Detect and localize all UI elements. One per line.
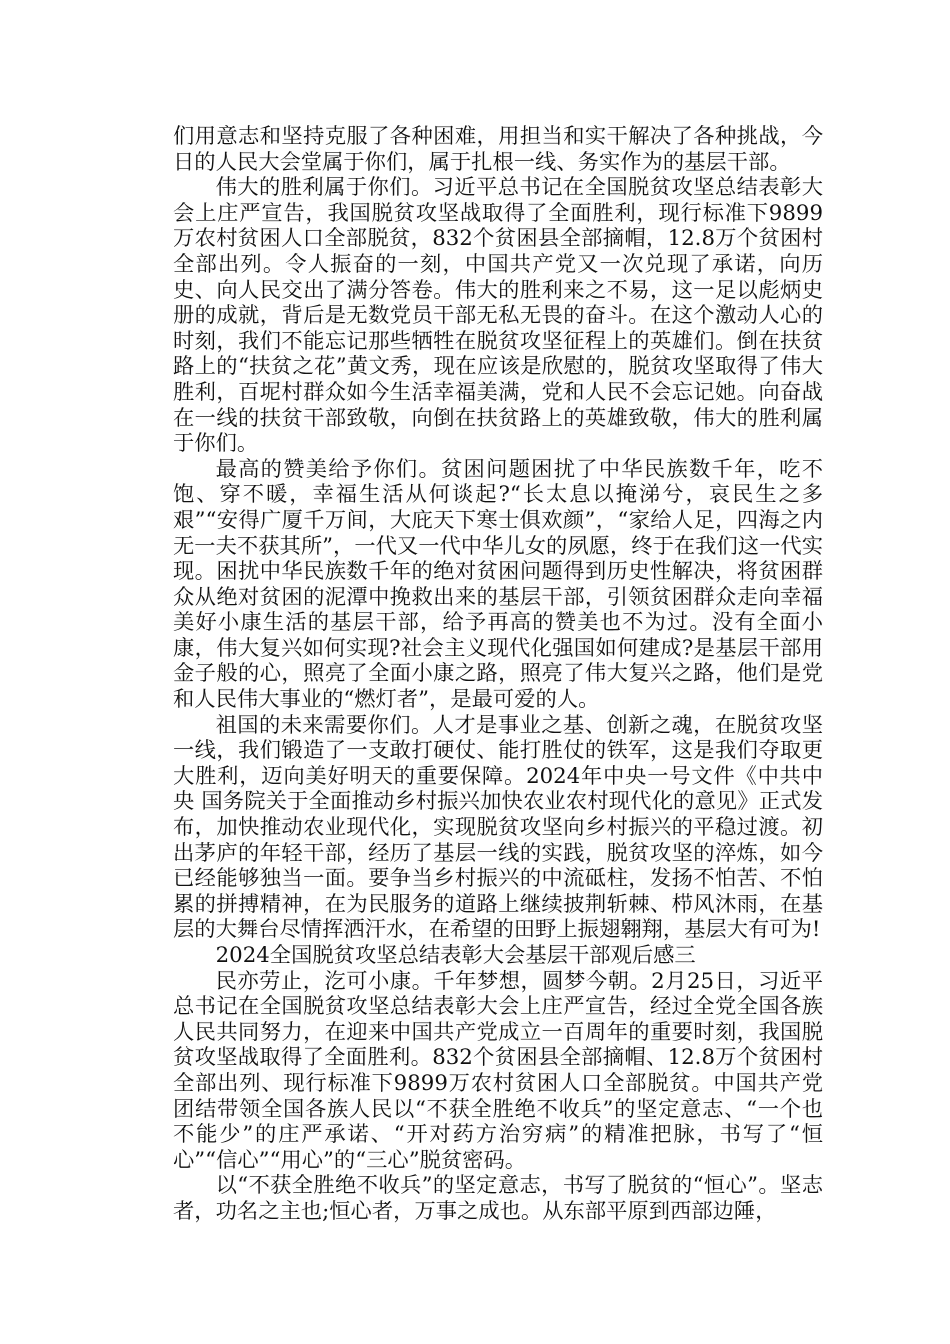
paragraph-praise: 最高的赞美给予你们。贫困问题困扰了中华民族数千年，吃不饱、穿不暖，幸福生活从何谈起?“长太息以掩涕兮，哀民生之多艰”“安得广厦千万间，大庇天下寒士俱欢颜”，“家给人足，四海之内无一夫不获其所”，一代又一代中华儿女的夙愿，终于在我们这一代实现。困扰中华民族数千年的绝对贫困问题得到历史性解决，将贫困群众从绝对贫困的泥潭中挽救出来的基层干部，引领贫困群众走向幸福美好小康生活的基层干部，给予再高的赞美也不为过。没有全面小康，伟大复兴如何实现?社会主义现代化强国如何建成?是基层干部用金子般的心，照亮了全面小康之路，照亮了伟大复兴之路，他们是党和人民伟大事业的“燃灯者”，是最可爱的人。 xyxy=(173,456,823,713)
paragraph-xiaokang: 民亦劳止，汔可小康。千年梦想，圆梦今朝。2月25日，习近平总书记在全国脱贫攻坚总结表彰大会上庄严宣告，经过全党全国各族人民共同努力，在迎来中国共产党成立一百周年的重要时刻，我国脱贫攻坚战取得了全面胜利。832个贫困县全部摘帽、12.8万个贫困村全部出列、现行标准下9899万农村贫困人口全部脱贫。中国共产党团结带领全国各族人民以“不获全胜绝不收兵”的坚定意志、“一个也不能少”的庄严承诺、“开对药方治穷病”的精准把脉，书写了“恒心”“信心”“用心”的“三心”脱贫密码。 xyxy=(173,968,823,1173)
paragraph-continuation: 们用意志和坚持克服了各种困难，用担当和实干解决了各种挑战，今日的人民大会堂属于你们，属于扎根一线、务实作为的基层干部。 xyxy=(173,124,823,175)
section-heading: 2024全国脱贫攻坚总结表彰大会基层干部观后感三 xyxy=(215,943,696,968)
document-body xyxy=(173,124,823,1225)
paragraph-perseverance: 以“不获全胜绝不收兵”的坚定意志，书写了脱贫的“恒心”。坚志者，功名之主也;恒心者，万事之成也。从东部平原到西部边陲， xyxy=(173,1173,823,1224)
paragraph-victory: 伟大的胜利属于你们。习近平总书记在全国脱贫攻坚总结表彰大会上庄严宣告，我国脱贫攻坚战取得了全面胜利，现行标准下9899万农村贫困人口全部脱贫，832个贫困县全部摘帽，12.8万个贫困村全部出列。令人振奋的一刻，中国共产党又一次兑现了承诺，向历史、向人民交出了满分答卷。伟大的胜利来之不易，这一足以彪炳史册的成就，背后是无数党员干部无私无畏的奋斗。在这个激动人心的时刻，我们不能忘记那些牺牲在脱贫攻坚征程上的英雄们。倒在扶贫路上的“扶贫之花”黄文秀，现在应该是欣慰的，脱贫攻坚取得了伟大胜利，百坭村群众如今生活幸福美满，党和人民不会忘记她。向奋战在一线的扶贫干部致敬，向倒在扶贫路上的英雄致敬，伟大的胜利属于你们。 xyxy=(173,175,823,457)
paragraph-future: 祖国的未来需要你们。人才是事业之基、创新之魂，在脱贫攻坚一线，我们锻造了一支敢打硬仗、能打胜仗的铁军，这是我们夺取更大胜利，迈向美好明天的重要保障。2024年中央一号文件《中共中央 国务院关于全面推动乡村振兴加快农业农村现代化的意见》正式发布，加快推动农业现代化，实现脱贫攻坚向乡村振兴的平稳过渡。初出茅庐的年轻干部，经历了基层一线的实践，脱贫攻坚的淬炼，如今已经能够独当一面。要争当乡村振兴的中流砥柱，发扬不怕苦、不怕累的拼搏精神，在为民服务的道路上继续披荆斩棘、栉风沐雨，在基层的大舞台尽情挥洒汗水，在希望的田野上振翅翱翔，基层大有可为! xyxy=(173,712,823,943)
